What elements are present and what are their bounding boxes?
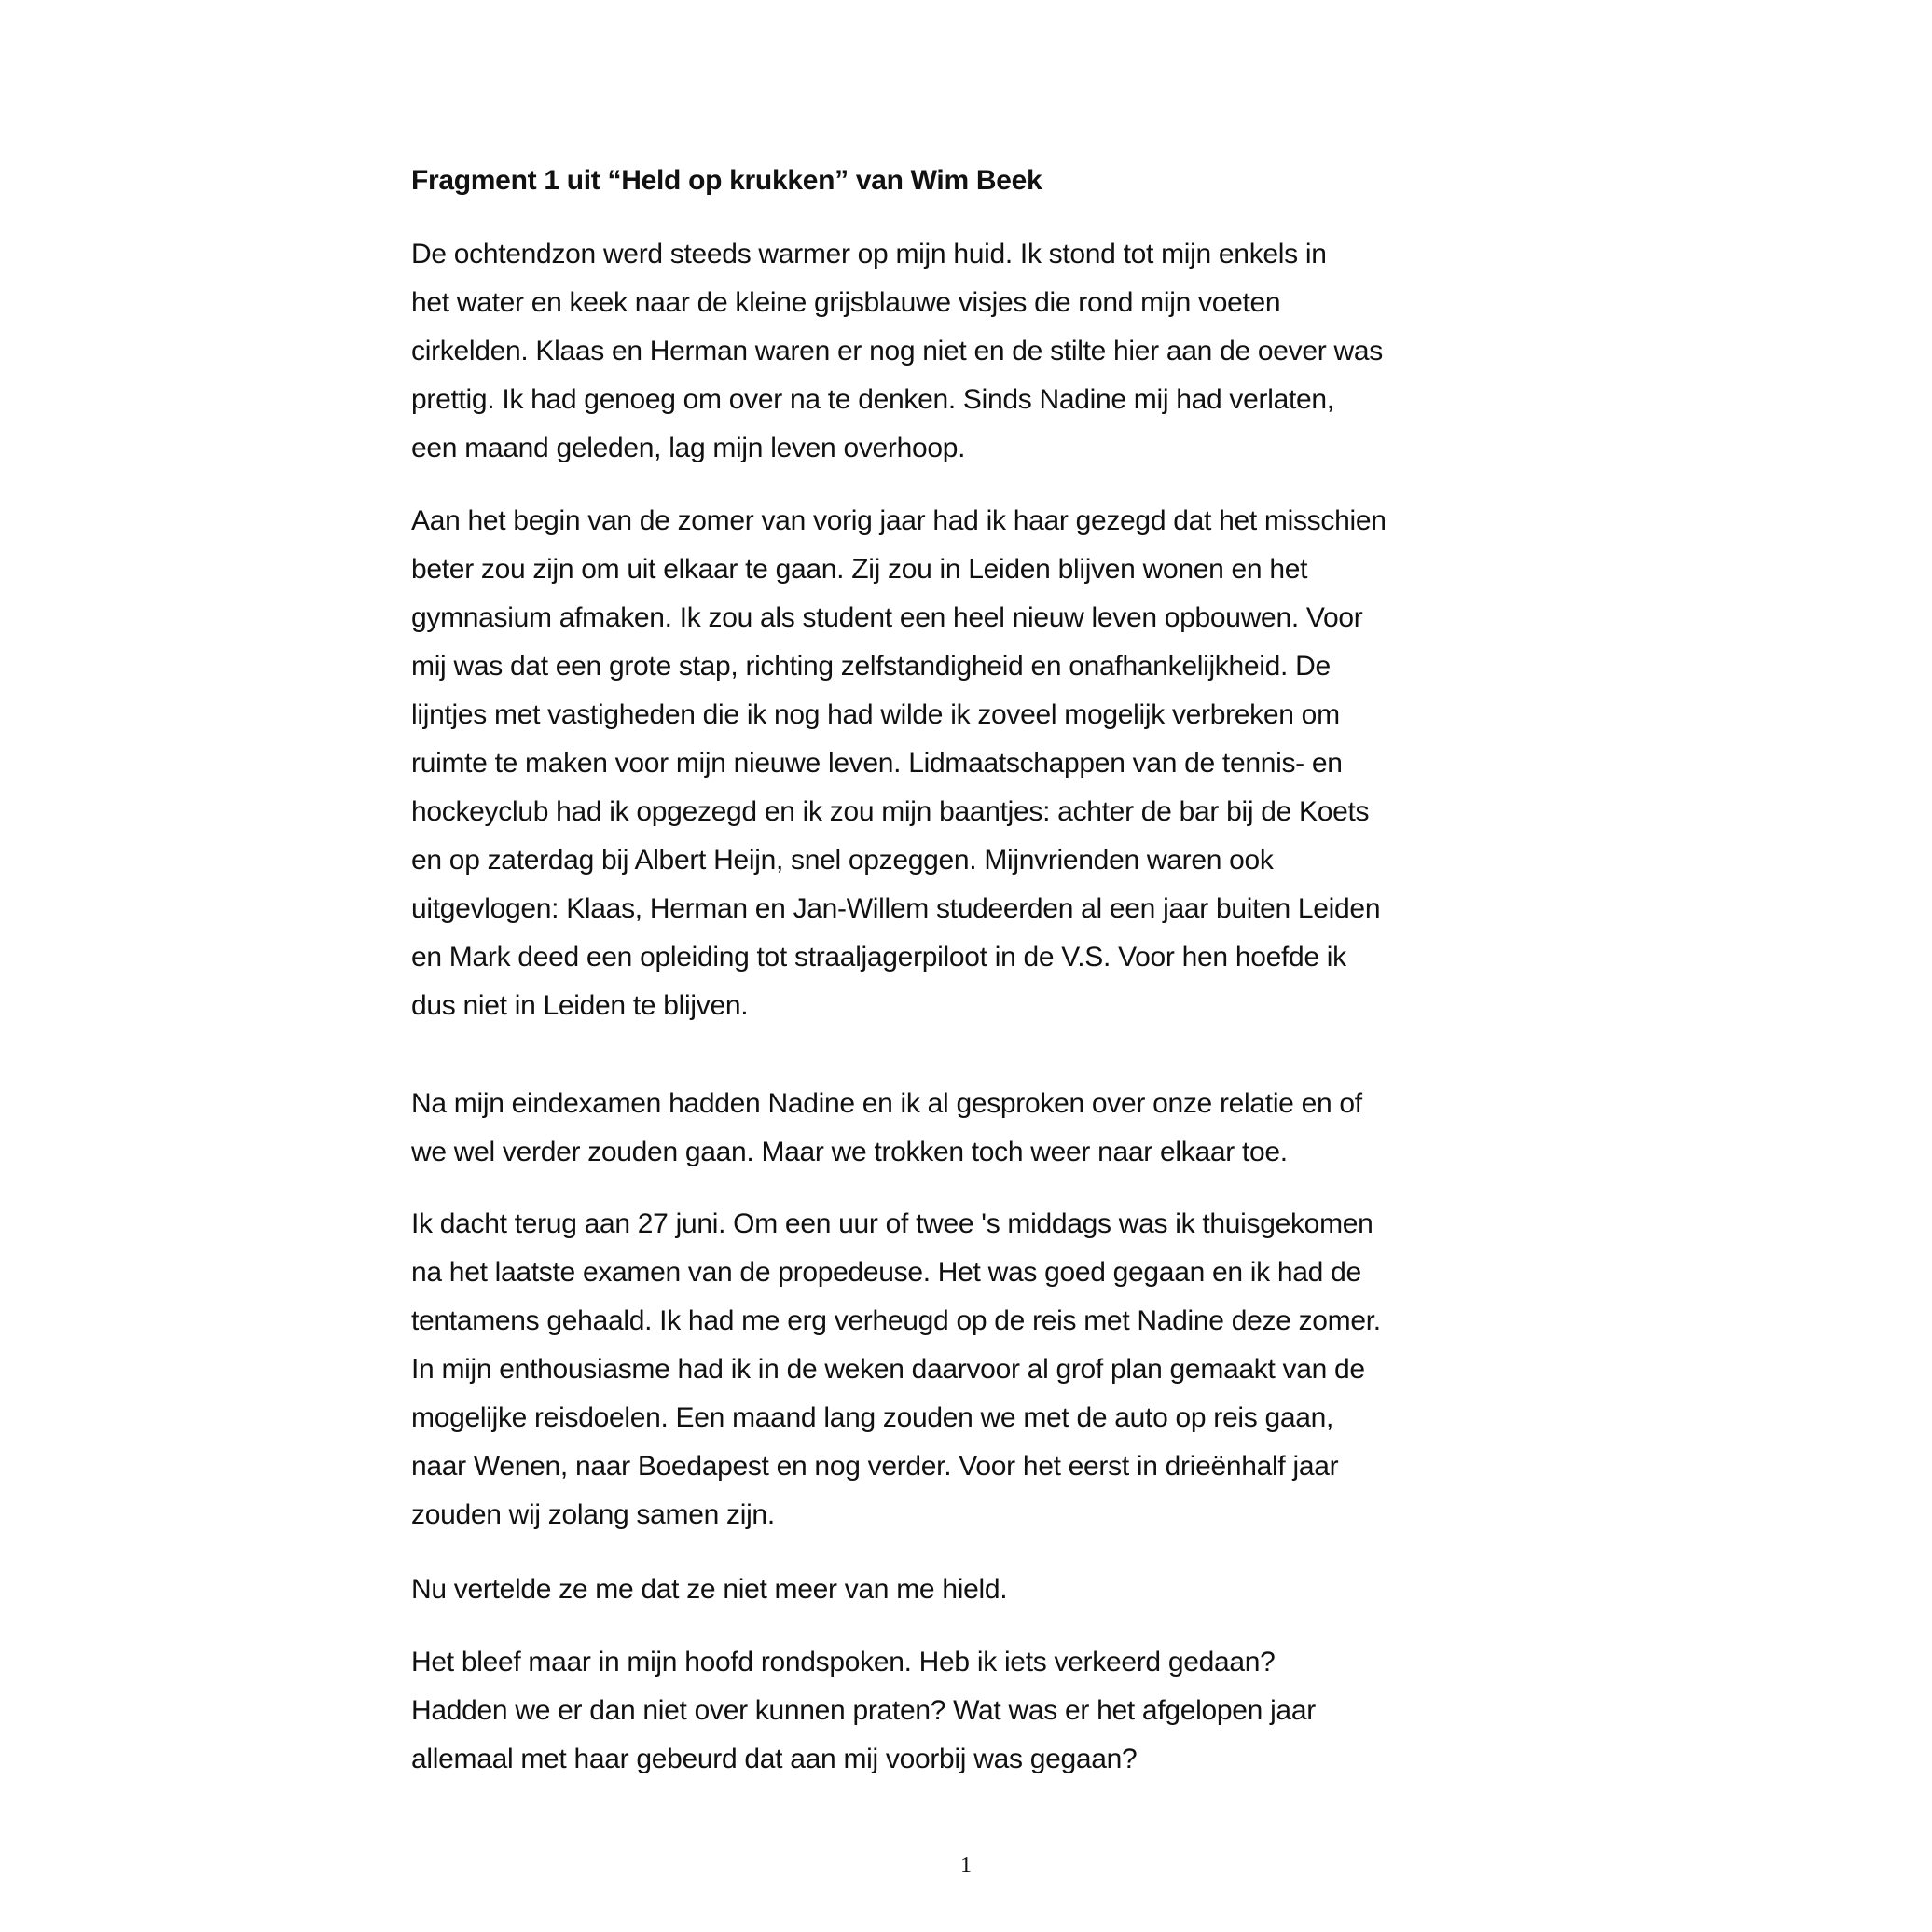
text-line: Ik dacht terug aan 27 juni. Om een uur of twee 's middags was ik thuisgekomen <box>411 1208 1373 1239</box>
text-line: cirkelden. Klaas en Herman waren er nog niet en de stilte hier aan de oever was <box>411 336 1383 366</box>
paragraph-5 <box>411 1566 1007 1614</box>
paragraph-4 <box>411 1200 1381 1539</box>
text-line: we wel verder zouden gaan. Maar we trokken toch weer naar elkaar toe. <box>411 1137 1288 1167</box>
text-line: Nu vertelde ze me dat ze niet meer van me hield. <box>411 1574 1008 1605</box>
text-line: mij was dat een grote stap, richting zelfstandigheid en onafhankelijkheid. De <box>411 651 1331 682</box>
text-line: Aan het begin van de zomer van vorig jaar had ik haar gezegd dat het misschien <box>411 505 1387 536</box>
text-line: tentamens gehaald. Ik had me erg verheugd op de reis met Nadine deze zomer. <box>411 1305 1381 1336</box>
paragraph-1 <box>411 230 1383 473</box>
paragraph-3 <box>411 1080 1362 1177</box>
paragraph-6 <box>411 1638 1316 1784</box>
text-line: De ochtendzon werd steeds warmer op mijn huid. Ik stond tot mijn enkels in <box>411 239 1327 269</box>
text-line: zouden wij zolang samen zijn. <box>411 1499 775 1530</box>
document-title: Fragment 1 uit “Held op krukken” van Wim Beek <box>411 165 1042 196</box>
text-line: het water en keek naar de kleine grijsblauwe visjes die rond mijn voeten <box>411 287 1281 318</box>
text-line: Na mijn eindexamen hadden Nadine en ik al gesproken over onze relatie en of <box>411 1088 1362 1119</box>
text-line: prettig. Ik had genoeg om over na te denken. Sinds Nadine mij had verlaten, <box>411 384 1334 415</box>
text-line: hockeyclub had ik opgezegd en ik zou mijn baantjes: achter de bar bij de Koets <box>411 796 1370 827</box>
text-line: Het bleef maar in mijn hoofd rondspoken. Heb ik iets verkeerd gedaan? <box>411 1647 1276 1677</box>
paragraph-2 <box>411 497 1387 1030</box>
text-line: beter zou zijn om uit elkaar te gaan. Zij zou in Leiden blijven wonen en het <box>411 554 1308 585</box>
text-line: Hadden we er dan niet over kunnen praten? Wat was er het afgelopen jaar <box>411 1695 1316 1726</box>
text-line: uitgevlogen: Klaas, Herman en Jan-Willem studeerden al een jaar buiten Leiden <box>411 893 1381 924</box>
text-line: lijntjes met vastigheden die ik nog had wilde ik zoveel mogelijk verbreken om <box>411 699 1340 730</box>
text-line: gymnasium afmaken. Ik zou als student een heel nieuw leven opbouwen. Voor <box>411 602 1363 633</box>
text-line: en Mark deed een opleiding tot straaljagerpiloot in de V.S. Voor hen hoefde ik <box>411 942 1346 973</box>
text-line: mogelijke reisdoelen. Een maand lang zouden we met de auto op reis gaan, <box>411 1402 1334 1433</box>
text-line: In mijn enthousiasme had ik in de weken daarvoor al grof plan gemaakt van de <box>411 1354 1365 1385</box>
text-line: naar Wenen, naar Boedapest en nog verder. Voor het eerst in drieënhalf jaar <box>411 1451 1339 1482</box>
page-number: 1 <box>960 1854 972 1878</box>
text-line: na het laatste examen van de propedeuse. Het was goed gegaan en ik had de <box>411 1257 1361 1288</box>
text-line: een maand geleden, lag mijn leven overhoop. <box>411 433 966 463</box>
text-line: dus niet in Leiden te blijven. <box>411 990 749 1021</box>
text-line: ruimte te maken voor mijn nieuwe leven. Lidmaatschappen van de tennis- en <box>411 748 1343 779</box>
text-line: en op zaterdag bij Albert Heijn, snel opzeggen. Mijnvrienden waren ook <box>411 845 1274 876</box>
text-line: allemaal met haar gebeurd dat aan mij voorbij was gegaan? <box>411 1744 1138 1774</box>
